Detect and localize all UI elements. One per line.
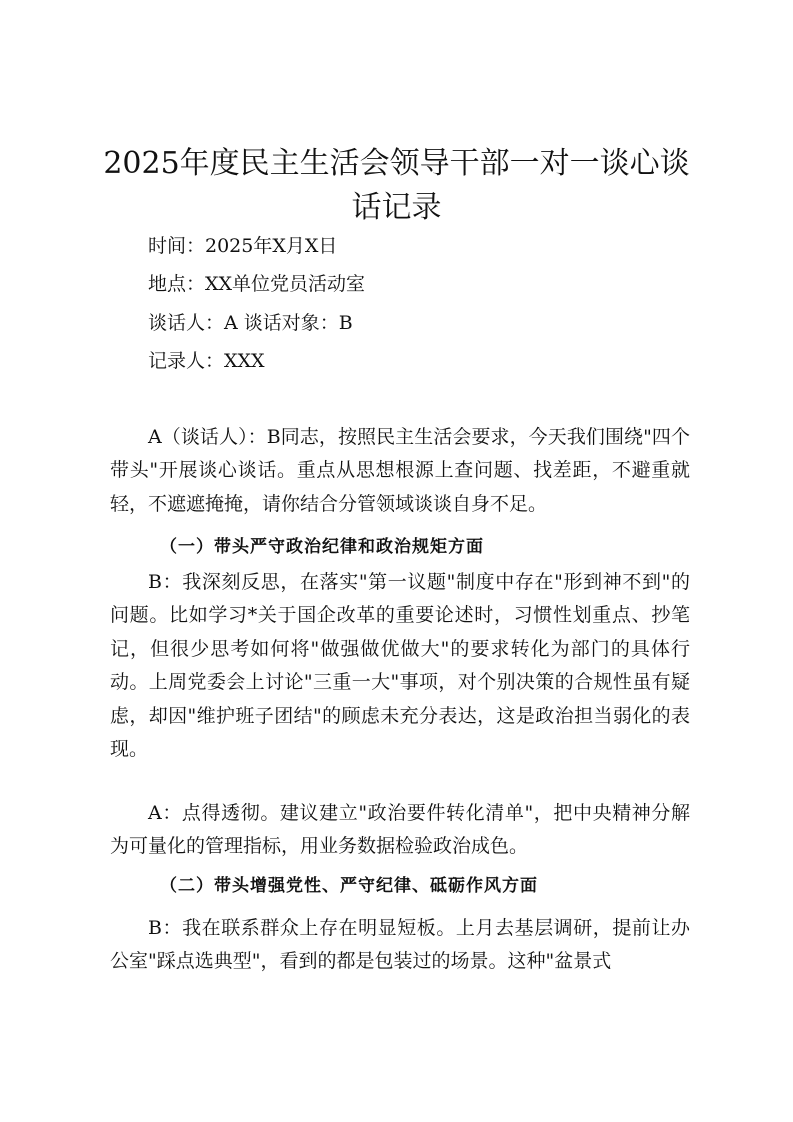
meta-participants: 谈话人：A 谈话对象：B [148, 312, 353, 334]
section2-b-statement: B：我在联系群众上存在明显短板。上月去基层调研，提前让办公室"踩点选典型"，看到的都是包装过的场景。这种"盆景式 [110, 917, 690, 973]
section1-a-response: A：点得透彻。建议建立"政治要件转化清单"，把中央精神分解为可量化的管理指标，用业务数据检验政治成色。 [110, 802, 690, 858]
meta-time: 时间：2025年X月X日 [148, 235, 338, 257]
meta-place: 地点：XX单位党员活动室 [148, 273, 366, 295]
section1-b-statement: B：我深刻反思，在落实"第一议题"制度中存在"形到神不到"的问题。比如学习*关于国企改革的重要论述时，习惯性划重点、抄笔记，但很少思考如何将"做强做优做大"的要求转化为部门的具体行动。上周党委会上讨论"三重一大"事项，对个别决策的合规性虽有疑虑，却因"维护班子团结"的顾虑未充分表达，这是政治担当弱化的表现。 [110, 571, 690, 761]
section-heading-1: （一）带头严守政治纪律和政治规矩方面 [160, 537, 484, 557]
section-heading-2: （二）带头增强党性、严守纪律、砥砺作风方面 [160, 876, 538, 896]
intro-paragraph: A（谈话人）：B同志，按照民主生活会要求，今天我们围绕"四个带头"开展谈心谈话。重点从思想根源上查问题、找差距，不避重就轻，不遮遮掩掩，请你结合分管领域谈谈自身不足。 [110, 426, 690, 515]
document-title: 2025年度民主生活会领导干部一对一谈心谈话记录 [103, 146, 690, 225]
meta-recorder: 记录人：XXX [148, 350, 265, 372]
